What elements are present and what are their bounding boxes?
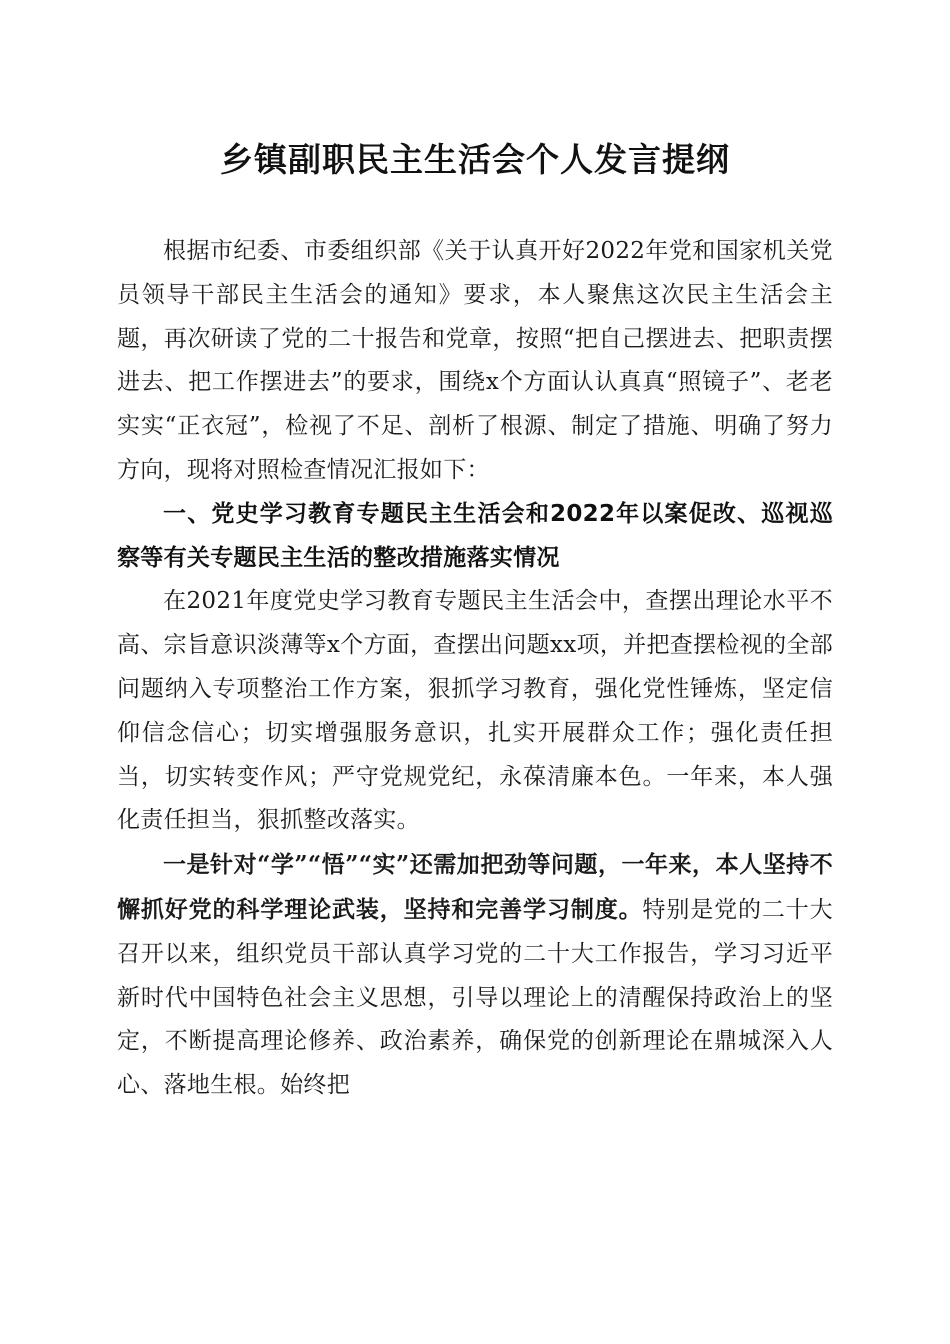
- section-1-heading: 一、党史学习教育专题民主生活会和2022年以案促改、巡视巡察等有关专题民主生活的整改措施落实情况: [117, 500, 833, 571]
- paragraph-lead-sentence: 一是针对“学”“悟”“实”还需加把劲等问题，一年来，本人坚持不懈抓好党的科学理论武装，坚持和完善学习制度。: [117, 851, 833, 923]
- document-body: [117, 230, 833, 1108]
- section-1-paragraph-2: [117, 843, 833, 1108]
- intro-paragraph: 根据市纪委、市委组织部《关于认真开好2022年党和国家机关党员领导干部民主生活会的通知》要求，本人聚焦这次民主生活会主题，再次研读了党的二十报告和党章，按照“把自己摆进去、把职责摆进去、把工作摆进去”的要求，围绕x个方面认认真真“照镜子”、老老实实“正衣冠”，检视了不足、剖析了根源、制定了措施、明确了努力方向，现将对照检查情况汇报如下：: [117, 238, 833, 483]
- paragraph-body-text: 特别是党的二十大召开以来，组织党员干部认真学习党的二十大工作报告，学习习近平新时代中国特色社会主义思想，引导以理论上的清醒保持政治上的坚定，不断提高理论修养、政治素养，确保党的创新理论在鼎城深入人心、落地生根。始终把: [117, 896, 833, 1099]
- document-title: 乡镇副职民主生活会个人发言提纲: [220, 140, 730, 179]
- section-1-paragraph-1: 在2021年度党史学习教育专题民主生活会中，查摆出理论水平不高、宗旨意识淡薄等x个方面，查摆出问题xx项，并把查摆检视的全部问题纳入专项整治工作方案，狠抓学习教育，强化党性锤炼，坚定信仰信念信心；切实增强服务意识，扎实开展群众工作；强化责任担当，切实转变作风；严守党规党纪，永葆清廉本色。一年来，本人强化责任担当，狠抓整改落实。: [117, 588, 833, 834]
